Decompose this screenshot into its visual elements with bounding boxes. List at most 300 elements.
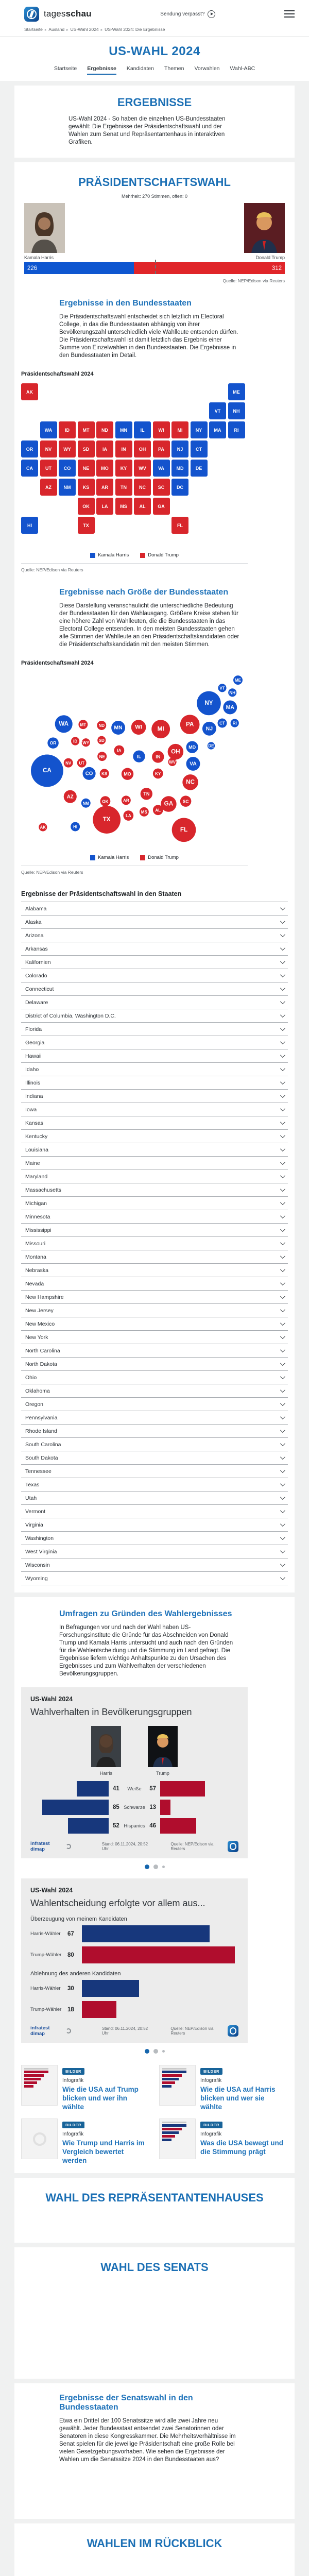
map-state-WY[interactable]: WY [59,440,76,457]
svg-text:NC: NC [186,778,195,786]
map-state-WV[interactable]: WV [134,460,151,477]
voter-value: 80 [67,1952,74,1958]
polls-section-title[interactable]: Umfragen zu Gründen des Wahlergebnisses [59,1609,232,1618]
map-state-CA[interactable]: CA [21,460,38,477]
map-state-UT[interactable]: UT [40,460,57,477]
state-accordion-row[interactable] [21,1103,288,1116]
state-accordion-row[interactable] [21,1049,288,1062]
svg-text:TX: TX [102,816,111,823]
bubble-state-AL[interactable] [153,805,163,815]
chevron-down-icon [280,1079,285,1084]
breadcrumb-item[interactable]: Ausland [48,27,65,32]
bubble-state-TX[interactable] [93,806,121,834]
bubble-state-WV[interactable] [168,758,177,766]
state-accordion-row[interactable] [21,1330,288,1344]
bubble-state-OK[interactable] [100,796,111,806]
missed-show-label: Sendung verpasst? [160,11,205,17]
bubble-state-NY[interactable] [197,691,221,716]
state-accordion-row[interactable] [21,1397,288,1411]
state-accordion-row[interactable] [21,1156,288,1170]
state-accordion-row[interactable] [21,1370,288,1384]
state-accordion-row[interactable] [21,1558,288,1571]
map-state-NJ[interactable]: NJ [171,440,188,457]
us-results-map[interactable] [21,383,248,547]
bubble-state-VA[interactable] [186,757,200,771]
bubble-state-CA[interactable] [31,755,63,787]
bubble-state-MN[interactable] [111,721,125,735]
state-accordion-row[interactable] [21,1411,288,1424]
chevron-down-icon [280,1374,285,1379]
map-state-KS[interactable]: KS [78,479,95,496]
state-accordion-row[interactable] [21,1464,288,1478]
chevron-down-icon [280,1012,285,1018]
ard-logo-icon [228,2025,238,2037]
breadcrumb-item[interactable]: US-Wahl 2024 [70,27,99,32]
bubble-state-SD[interactable] [97,736,106,744]
tab-kandidaten[interactable]: Kandidaten [126,65,154,72]
trump-bar [160,1781,205,1797]
bubble-state-VT[interactable] [218,684,226,692]
state-accordion-row[interactable] [21,1451,288,1464]
state-name: Arizona [25,932,44,939]
senate-title: WAHL DES SENATS [100,2261,209,2274]
missed-show-link[interactable] [160,10,215,18]
state-accordion-row[interactable] [21,1491,288,1504]
chevron-down-icon [280,1454,285,1460]
state-name: Michigan [25,1200,47,1207]
map-chart-label: Präsidentschaftswahl 2024 [21,371,94,377]
state-accordion-row[interactable] [21,1518,288,1531]
bubble-state-UT[interactable] [77,758,87,768]
state-name: Missouri [25,1240,46,1247]
teaser-item[interactable] [21,2119,150,2165]
map-state-FL[interactable]: FL [171,517,188,534]
chevron-down-icon [280,1387,285,1393]
map-state-MT[interactable]: MT [78,421,95,438]
bubble-state-NM[interactable] [81,799,91,808]
bubble-state-WA[interactable] [55,715,73,733]
svg-text:CT: CT [219,721,225,726]
map-state-ID[interactable]: ID [59,421,76,438]
bubble-state-MT[interactable] [78,720,88,729]
harris-bar [42,1800,109,1815]
state-accordion-row[interactable] [21,1531,288,1545]
svg-text:AR: AR [123,798,129,803]
chevron-down-icon [280,1267,285,1272]
bubble-state-GA[interactable] [161,796,177,812]
state-accordion-row[interactable] [21,995,288,1009]
teaser-thumbnail [159,2065,196,2106]
state-accordion-row[interactable] [21,1277,288,1290]
map-state-VA[interactable]: VA [153,460,170,477]
chevron-down-icon [280,972,285,977]
bubble-state-HI[interactable] [71,822,80,832]
group-label: Hispanics [124,1823,145,1829]
trump-bar [160,1800,170,1815]
map-state-MD[interactable]: MD [171,460,188,477]
chevron-down-icon [280,1093,285,1098]
state-name: New Mexico [25,1320,55,1327]
bubble-state-MO[interactable] [122,768,133,780]
group-label: Schwarze [124,1804,145,1810]
demographics-rows [30,1781,238,1834]
trump-thumb-photo [148,1726,178,1767]
bubble-state-TN[interactable] [141,788,152,800]
legend-item-trump: Donald Trump [140,552,179,558]
state-accordion-row[interactable] [21,1076,288,1089]
legend-item-harris: Kamala Harris [90,552,129,558]
state-accordion-row[interactable] [21,1170,288,1183]
harris-thumb-photo [91,1726,121,1767]
chevron-down-icon [280,1575,285,1580]
tab-themen[interactable]: Themen [164,65,184,72]
map-state-HI[interactable]: HI [21,517,38,534]
map-state-ND[interactable]: ND [96,421,113,438]
svg-text:ID: ID [73,739,78,744]
bubble-state-OH[interactable] [168,744,184,760]
state-accordion-row[interactable] [21,1210,288,1223]
map-state-MS[interactable]: MS [115,498,132,515]
svg-text:CA: CA [42,767,52,774]
state-accordion-row[interactable] [21,1143,288,1156]
state-accordion-row[interactable] [21,1036,288,1049]
brand-wordmark[interactable] [44,9,92,19]
map-state-WA[interactable]: WA [40,421,57,438]
intro-title: ERGEBNISSE [117,96,192,109]
bubble-state-NH[interactable] [228,688,236,697]
teaser-item[interactable] [159,2065,288,2111]
harris-value: 52 [113,1823,119,1829]
state-name: Pennsylvania [25,1414,58,1421]
state-accordion-row[interactable] [21,1437,288,1451]
state-accordion-row[interactable] [21,1303,288,1317]
map-state-IL[interactable]: IL [134,421,151,438]
state-accordion-row[interactable] [21,1317,288,1330]
state-name: Tennessee [25,1468,52,1475]
motivation-row [30,1946,238,1963]
ard-logo-icon [228,1841,238,1852]
map-state-VT[interactable]: VT [209,402,226,419]
bubble-state-SC[interactable] [180,795,192,807]
map-state-MI[interactable]: MI [171,421,188,438]
svg-text:MI: MI [157,725,164,733]
map-state-DC[interactable]: DC [171,479,188,496]
brand-light: tages [44,9,66,19]
state-name: South Dakota [25,1454,58,1461]
chevron-down-icon [280,1495,285,1500]
chart2-stand: Stand: 06.11.2024, 20:52 Uhr [101,2026,148,2036]
state-accordion-row[interactable] [21,1062,288,1076]
map-state-CT[interactable]: CT [191,440,208,457]
motivation-row [30,1980,238,1997]
bubble-state-MI[interactable] [151,720,170,738]
chevron-down-icon [280,1280,285,1285]
electoral-bar [24,262,285,274]
motivation-group-label: Überzeugung von meinem Kandidaten [30,1916,127,1922]
trump-bar [82,1946,235,1963]
bubble-state-WY[interactable] [82,738,90,747]
svg-text:MS: MS [141,809,147,815]
state-name: Utah [25,1495,37,1501]
teaser-item[interactable] [159,2119,288,2165]
svg-text:IL: IL [136,754,142,759]
bubble-state-DE[interactable] [208,742,215,749]
motivation-group [30,1916,238,1963]
state-accordion-row[interactable] [21,1344,288,1357]
polls-card [14,1597,295,2173]
trump-name: Donald Trump [255,255,285,260]
map-state-KY[interactable]: KY [115,460,132,477]
voter-value: 67 [67,1930,74,1937]
state-name: Mississippi [25,1227,52,1233]
bubble-state-MD[interactable] [186,741,198,753]
map-state-CO[interactable]: CO [59,460,76,477]
map-state-NE[interactable]: NE [78,460,95,477]
bubble-state-IL[interactable] [133,750,145,762]
state-accordion-row[interactable] [21,1223,288,1236]
state-accordion-row[interactable] [21,1571,288,1585]
state-name: Kalifornien [25,959,51,965]
state-accordion-row[interactable] [21,969,288,982]
map-state-WI[interactable]: WI [153,421,170,438]
bubble-state-AK[interactable] [39,823,47,831]
svg-text:RI: RI [232,721,237,726]
map-state-RI[interactable]: RI [228,421,245,438]
map-state-SC[interactable]: SC [153,479,170,496]
teaser-title[interactable]: Wie die USA auf Harris blicken und wer sie wählte [200,2086,276,2111]
bubble-state-AZ[interactable] [64,790,77,803]
states-section-title[interactable]: Ergebnisse in den Bundesstaaten [59,299,192,308]
us-bubble-cartogram[interactable] [21,671,248,847]
state-accordion-row[interactable] [21,1357,288,1370]
state-accordion-row[interactable] [21,1196,288,1210]
map-state-DE[interactable]: DE [191,460,208,477]
map-state-NY[interactable]: NY [191,421,208,438]
bubble-state-OR[interactable] [47,737,59,749]
trump-photo [244,203,285,253]
bubble-state-ID[interactable] [71,737,79,745]
state-accordion-row[interactable] [21,1545,288,1558]
states-section-text: Die Präsidentschaftswahl entscheidet sich letztlich im Electoral College, in das die Bundesstaaten abhängig von ihrer Bevölkerungszahl unterschiedlich viele Wahlleute entsenden dürfen. Die Präsidentschaftswahl ist damit letztlich das Ergebnis einer Summe von Einzelwahlen in den Bundesstaaten. Die Ergebnisse in den Bundesstaaten im Detail. [59,314,238,359]
state-accordion-row[interactable] [21,942,288,955]
state-accordion [21,902,288,1585]
state-accordion-row[interactable] [21,1183,288,1196]
map-state-NV[interactable]: NV [40,440,57,457]
teaser-title[interactable]: Wie die USA auf Trump blicken und wer ihn wählte [62,2086,139,2111]
bubble-state-LA[interactable] [123,810,133,821]
legend-swatch [140,855,145,860]
president-card [14,162,295,1592]
state-accordion-row[interactable] [21,1236,288,1250]
teaser-item[interactable] [21,2065,150,2111]
state-name: South Carolina [25,1441,61,1448]
map-state-OK[interactable]: OK [78,498,95,515]
map-state-OH[interactable]: OH [134,440,151,457]
chevron-down-icon [280,1347,285,1352]
bubble-state-IN[interactable] [152,751,164,762]
state-name: Minnesota [25,1213,50,1220]
state-accordion-row[interactable] [21,982,288,995]
state-accordion-row[interactable] [21,1116,288,1129]
state-accordion-row[interactable] [21,955,288,969]
chevron-down-icon [280,1066,285,1071]
president-title: PRÄSIDENTSCHAFTSWAHL [78,176,231,189]
svg-text:WA: WA [59,720,69,727]
map-state-PA[interactable]: PA [153,440,170,457]
play-icon [208,10,215,18]
svg-text:VT: VT [219,686,225,691]
state-name: Maryland [25,1173,48,1180]
chevron-down-icon [280,1039,285,1044]
tab-startseite[interactable]: Startseite [54,65,77,72]
state-name: Kansas [25,1120,44,1126]
chevron-down-icon [280,1227,285,1232]
map-state-AL[interactable]: AL [134,498,151,515]
state-accordion-row[interactable] [21,1009,288,1022]
state-name: Washington [25,1535,54,1541]
bubble-state-NE[interactable] [97,752,107,761]
state-name: Georgia [25,1039,45,1046]
state-accordion-row[interactable] [21,1022,288,1036]
state-accordion-row[interactable] [21,1263,288,1277]
tagesschau-logo-icon[interactable] [24,7,39,22]
bubble-state-NJ[interactable] [202,722,216,736]
state-accordion-row[interactable] [21,1478,288,1491]
senate-states-card [14,2383,295,2519]
map-state-AK[interactable]: AK [21,383,38,400]
bubble-state-CO[interactable] [82,767,95,780]
tab-vorwahlen[interactable]: Vorwahlen [194,65,220,72]
map-state-IN[interactable]: IN [115,440,132,457]
house-title: WAHL DES REPRÄSENTANTENHAUSES [45,2191,264,2204]
state-accordion-row[interactable] [21,928,288,942]
map-legend [21,552,248,558]
state-accordion-row[interactable] [21,1250,288,1263]
carousel-dots-2[interactable] [14,2049,295,2054]
bubble-state-NV[interactable] [64,758,73,768]
state-name: Idaho [25,1066,39,1073]
state-accordion-row[interactable] [21,1424,288,1437]
teaser-kicker: Infografik [200,2078,222,2083]
svg-text:OR: OR [49,740,57,746]
bubble-source: Quelle: NEP/Edison via Reuters [21,870,83,875]
map-state-MO[interactable]: MO [96,460,113,477]
trump-value: 57 [149,1786,156,1792]
state-accordion-row[interactable] [21,1290,288,1303]
harris-bar [82,1925,210,1942]
chevron-down-icon [280,945,285,951]
bubble-state-AR[interactable] [122,795,131,805]
map-state-NM[interactable]: NM [59,479,76,496]
bubble-state-CT[interactable] [218,719,227,728]
motivation-row [30,2001,238,2018]
harris-votes: 226 [27,265,38,272]
menu-icon[interactable] [284,10,295,18]
state-name: Indiana [25,1093,43,1099]
map-state-OR[interactable]: OR [21,440,38,457]
voter-label: Trump-Wähler [30,1952,62,1958]
svg-text:NH: NH [229,690,236,696]
senate-states-text: Etwa ein Drittel der 100 Senatssitze wird alle zwei Jahre neu gewählt. Jeder Bundesstaat entsendet zwei Senatorinnen oder Senatoren in diese Kongresskammer. Die Mehrheitsverhältnisse im Senat spielen für die jeweilige Präsidentschaft eine große Rolle bei vielen Gesetzgebungsvorhaben. Wie sehen die Ergebnisse der Wahlen um die Senatssitze 2024 in den Bundesstaaten aus? [59,2418,236,2463]
state-accordion-row[interactable] [21,1384,288,1397]
tab-wahl-abc[interactable]: Wahl-ABC [230,65,255,72]
map-state-NC[interactable]: NC [134,479,151,496]
size-section-title[interactable]: Ergebnisse nach Größe der Bundesstaaten [59,588,229,597]
chevron-down-icon [280,919,285,924]
map-state-AZ[interactable]: AZ [40,479,57,496]
chevron-down-icon [280,1173,285,1178]
teaser-title[interactable]: Was die USA bewegt und die Stimmung prägt [200,2139,284,2156]
svg-text:WY: WY [82,740,90,745]
bubble-state-NC[interactable] [182,774,198,790]
bubble-state-WI[interactable] [131,720,146,735]
bubble-state-PA[interactable] [180,715,200,734]
breadcrumb-item[interactable]: Startseite [24,27,43,32]
svg-text:NV: NV [65,760,72,766]
map-state-MN[interactable]: MN [115,421,132,438]
state-name: Wyoming [25,1575,48,1582]
bubble-state-MS[interactable] [140,807,149,817]
map-state-GA[interactable]: GA [153,498,170,515]
teaser-kicker: Infografik [200,2131,222,2137]
intro-card [14,86,295,158]
chevron-down-icon [280,1548,285,1553]
state-accordion-row[interactable] [21,1504,288,1518]
map-state-AR[interactable]: AR [96,479,113,496]
chevron-down-icon [280,1053,285,1058]
map-state-TX[interactable]: TX [78,517,95,534]
map-state-LA[interactable]: LA [96,498,113,515]
map-state-IA[interactable]: IA [96,440,113,457]
legend-item-trump: Donald Trump [140,855,179,860]
chart1-title: Wahlverhalten in Bevölkerungsgruppen [30,1707,192,1717]
svg-text:SD: SD [98,738,105,743]
svg-text:UT: UT [79,760,85,766]
state-accordion-row[interactable] [21,902,288,915]
teaser-title[interactable]: Wie Trump und Harris im Vergleich bewertet werden [62,2139,145,2164]
bilder-badge: BILDER [200,2068,222,2075]
senate-states-title[interactable]: Ergebnisse der Senatswahl in den Bundesstaaten [59,2394,193,2412]
bubble-state-KY[interactable] [153,768,163,778]
state-accordion-row[interactable] [21,915,288,928]
bubble-state-RI[interactable] [231,719,239,727]
map-state-ME[interactable]: ME [228,383,245,400]
trump-bar [82,2001,116,2018]
state-accordion-row[interactable] [21,1089,288,1103]
map-state-TN[interactable]: TN [115,479,132,496]
bubble-state-MA[interactable] [223,701,237,715]
motivation-groups [30,1916,238,2018]
breadcrumb-item[interactable]: US-Wahl 2024: Die Ergebnisse [105,27,165,32]
state-name: West Virginia [25,1548,57,1555]
bubble-state-ME[interactable] [233,675,243,685]
state-accordion-row[interactable] [21,1129,288,1143]
carousel-dots-1[interactable] [14,1865,295,1869]
bubble-state-FL[interactable] [172,818,196,842]
map-state-MA[interactable]: MA [209,421,226,438]
map-state-SD[interactable]: SD [78,440,95,457]
svg-text:AZ: AZ [66,794,74,800]
tab-ergebnisse[interactable]: Ergebnisse [87,65,116,75]
bubble-state-ND[interactable] [97,721,106,730]
bubble-state-IA[interactable] [114,745,125,756]
legend-swatch [90,553,95,558]
bubble-state-KS[interactable] [100,769,109,778]
legend-swatch [90,855,95,860]
infratest-dimap-logo: infratest dimap [30,2025,71,2037]
source-note: Quelle: NEP/Edison via Reuters [222,278,285,283]
map-state-NH[interactable]: NH [228,402,245,419]
